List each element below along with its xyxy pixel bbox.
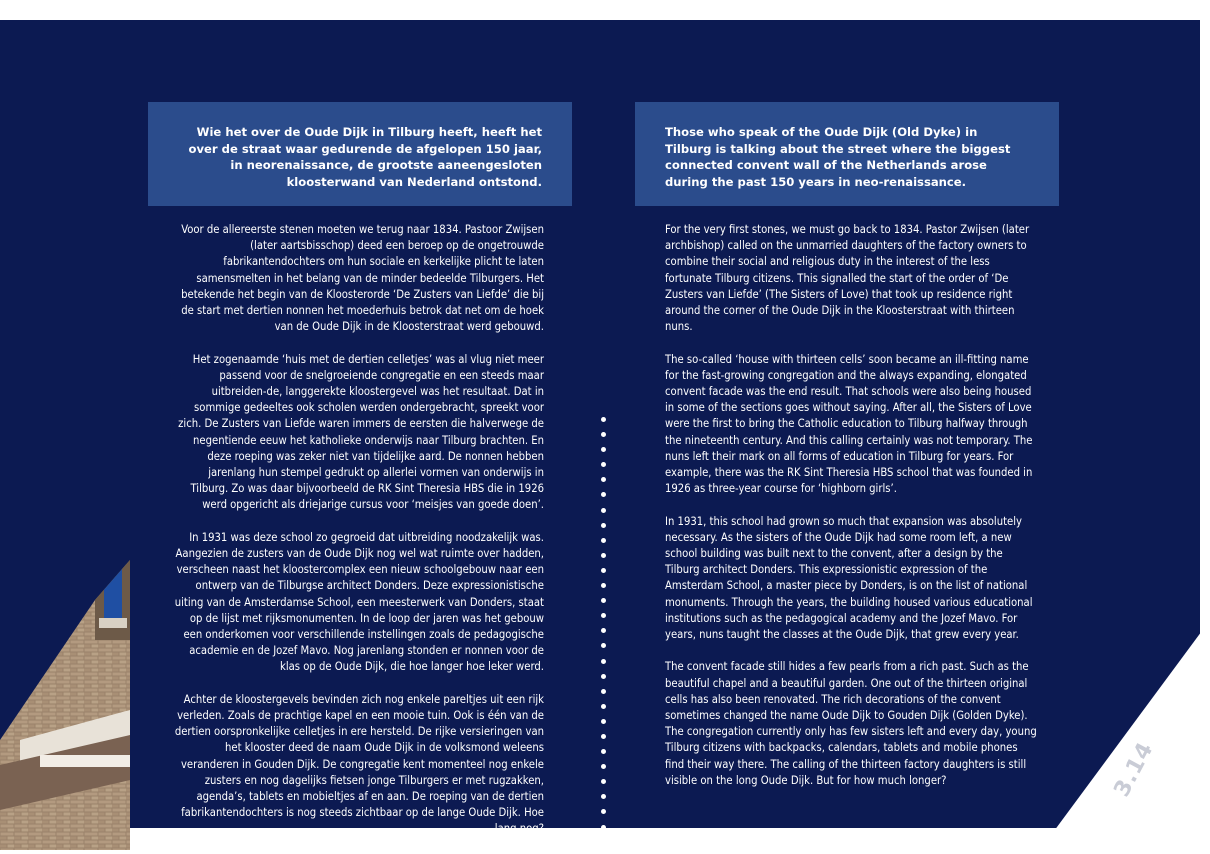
divider-dot bbox=[601, 809, 606, 814]
page-number: 3.14 bbox=[1109, 737, 1159, 802]
paragraph: Voor de allereerste stenen moeten we terug naar 1834. Pastoor Zwijsen (later aartsbisschop) deed een beroep op de ongetrouwde fabrikantendochters om hun sociale en kerkelijke plicht te laten samensmelten in het belang van de minder bedeelde Tilburgers. Het betekende het begin van de Kloosterorde ‘De Zusters van Liefde’ die bij de start met dertien nonnen het moederhuis betrok dat net om de hoek van de Oude Dijk in de Kloosterstraat werd gebouwd. bbox=[181, 223, 544, 334]
dotted-divider bbox=[601, 417, 607, 845]
paragraph: Achter de kloostergevels bevinden zich nog enkele pareltjes uit een rijk verleden. Zoals de prachtige kapel en een mooie tuin. Ook is één van de dertien oorspronkelijke celletjes in ere hersteld. De rijke versieringen van het klooster deed de naam Oude Dijk in de volksmond weleens veranderen in Gouden Dijk. De congregatie kent momenteel nog enkele zusters en nog dagelijks fietsen jonge Tilburgers er met rugzakken, agenda’s, tablets en mobieltjes af en aan. De roeping van de dertien fabrikantendochters is nog steeds zichtbaar op de lange Oude Dijk. Hoe lang nog? bbox=[174, 692, 544, 836]
divider-dot bbox=[601, 508, 606, 513]
divider-dot bbox=[601, 840, 606, 845]
divider-dot bbox=[601, 643, 606, 648]
paragraph: Het zogenaamde ‘huis met de dertien celletjes’ was al vlug niet meer passend voor de snelgroeiende congregatie en een steeds maar uitbreiden-de, langgerekte kloostergevel was het resultaat. Dat in sommige gedeeltes ook scholen werden ondergebracht, spreekt voor zich. De Zusters van Liefde waren immers de eersten die halverwege de negentiende eeuw het katholieke onderwijs naar Tilburg brachten. En deze roeping was zeker niet van tijdelijke aard. De nonnen hebben jarenlang hun stempel gedrukt op allerlei vormen van onderwijs in Tilburg. Zo was daar bijvoorbeeld de RK Sint Theresia HBS die in 1926 werd opgericht als driejarige cursus voor ‘meisjes van goede doen’. bbox=[178, 352, 544, 512]
paragraph: The so-called ‘house with thirteen cells’ soon became an ill-fitting name for the fast-growing congregation and the always expanding, elongated convent facade was the end result. That schools were also being housed in some of the sections goes without saying. After all, the Sisters of Love were the first to bring the Catholic education to Tilburg halfway through the nineteenth century. And this calling certainly was not temporary. The nuns left their mark on all forms of education in Tilburg for years. For example, there was the RK Sint Theresia HBS school that was founded in 1926 as three-year course for ‘highborn girls’. bbox=[665, 352, 1033, 496]
paragraph: In 1931, this school had grown so much that expansion was absolutely necessary. As the sisters of the Oude Dijk had some room left, a new school building was built next to the convent, after a design by the Tilburg architect Donders. This expressionistic expression of the Amsterdam School, a master piece by Donders, is on the list of national monuments. Through the years, the building housed various educational institutions such as the pedagogical academy and the Jozef Mavo. For years, nuns taught the classes at the Oude Dijk, that grew every year. bbox=[665, 514, 1033, 642]
divider-dot bbox=[601, 628, 606, 633]
divider-dot bbox=[601, 719, 606, 724]
divider-dot bbox=[601, 779, 606, 784]
divider-dot bbox=[601, 477, 606, 482]
divider-dot bbox=[601, 598, 606, 603]
divider-dot bbox=[601, 523, 606, 528]
divider-dot bbox=[601, 689, 606, 694]
divider-dot bbox=[601, 462, 606, 467]
divider-dot bbox=[601, 749, 606, 754]
divider-dot bbox=[601, 704, 606, 709]
divider-dot bbox=[601, 659, 606, 664]
divider-dot bbox=[601, 553, 606, 558]
divider-dot bbox=[601, 613, 606, 618]
magazine-spread bbox=[0, 20, 1200, 836]
divider-dot bbox=[601, 538, 606, 543]
divider-dot bbox=[601, 492, 606, 497]
divider-dot bbox=[601, 764, 606, 769]
divider-dot bbox=[601, 674, 606, 679]
divider-dot bbox=[601, 734, 606, 739]
divider-dot bbox=[601, 583, 606, 588]
paragraph: In 1931 was deze school zo gegroeid dat uitbreiding noodzakelijk was. Aangezien de zusters van de Oude Dijk nog wel wat ruimte over hadden, verscheen naast het kloostercomplex een nieuw schoolgebouw naar een ontwerp van de Tilburgse architect Donders. Deze expressionistische uiting van de Amsterdamse School, een meesterwerk van Donders, staat op de lijst met rijksmonumenten. In de loop der jaren was het gebouw een onderkomen voor verschillende instellingen zoals de pedagogische academie en de Jozef Mavo. Nog jarenlang stonden er nonnen voor de klas op de Oude Dijk, die hoe langer hoe leker werd. bbox=[174, 530, 544, 674]
lead-text-english: Those who speak of the Oude Dijk (Old Dyke) in Tilburg is talking about the street where the biggest connected convent wall of the Netherlands arose during the past 150 years in neo-renaissance. bbox=[665, 125, 1011, 189]
body-column-english bbox=[665, 222, 1037, 805]
divider-dot bbox=[601, 417, 606, 422]
paragraph: For the very first stones, we must go back to 1834. Pastor Zwijsen (later archbishop) called on the unmarried daughters of the factory owners to combine their social and religious duty in the interest of the less fortunate Tilburg citizens. This signalled the start of the order of ‘De Zusters van Liefde’ (The Sisters of Love) that took up residence right around the corner of the Oude Dijk in the Kloosterstraat with thirteen nuns. bbox=[665, 223, 1030, 334]
divider-dot bbox=[601, 568, 606, 573]
divider-dot bbox=[601, 794, 606, 799]
divider-dot bbox=[601, 432, 606, 437]
divider-dot bbox=[601, 447, 606, 452]
lead-box-dutch bbox=[148, 102, 572, 206]
lead-text-dutch: Wie het over de Oude Dijk in Tilburg heeft, heeft het over de straat waar gedurende de afgelopen 150 jaar, in neorenaissance, de grootste aaneengesloten kloosterwand van Nederland ontstond. bbox=[188, 125, 542, 189]
body-column-dutch bbox=[174, 222, 544, 854]
corner-decoration bbox=[1040, 620, 1210, 850]
paragraph: The convent facade still hides a few pearls from a rich past. Such as the beautiful chapel and a beautiful garden. One out of the thirteen original cells has also been renovated. The rich decorations of the convent sometimes changed the name Oude Dijk to Gouden Dijk (Golden Dyke). The congregation currently only has few sisters left and every day, young Tilburg citizens with backpacks, calendars, tablets and mobile phones find their way there. The calling of the thirteen factory daughters is still visible on the long Oude Dijk. But for how much longer? bbox=[665, 660, 1037, 787]
divider-dot bbox=[601, 825, 606, 830]
lead-box-english bbox=[635, 102, 1059, 206]
convent-facade-photo bbox=[0, 560, 130, 850]
